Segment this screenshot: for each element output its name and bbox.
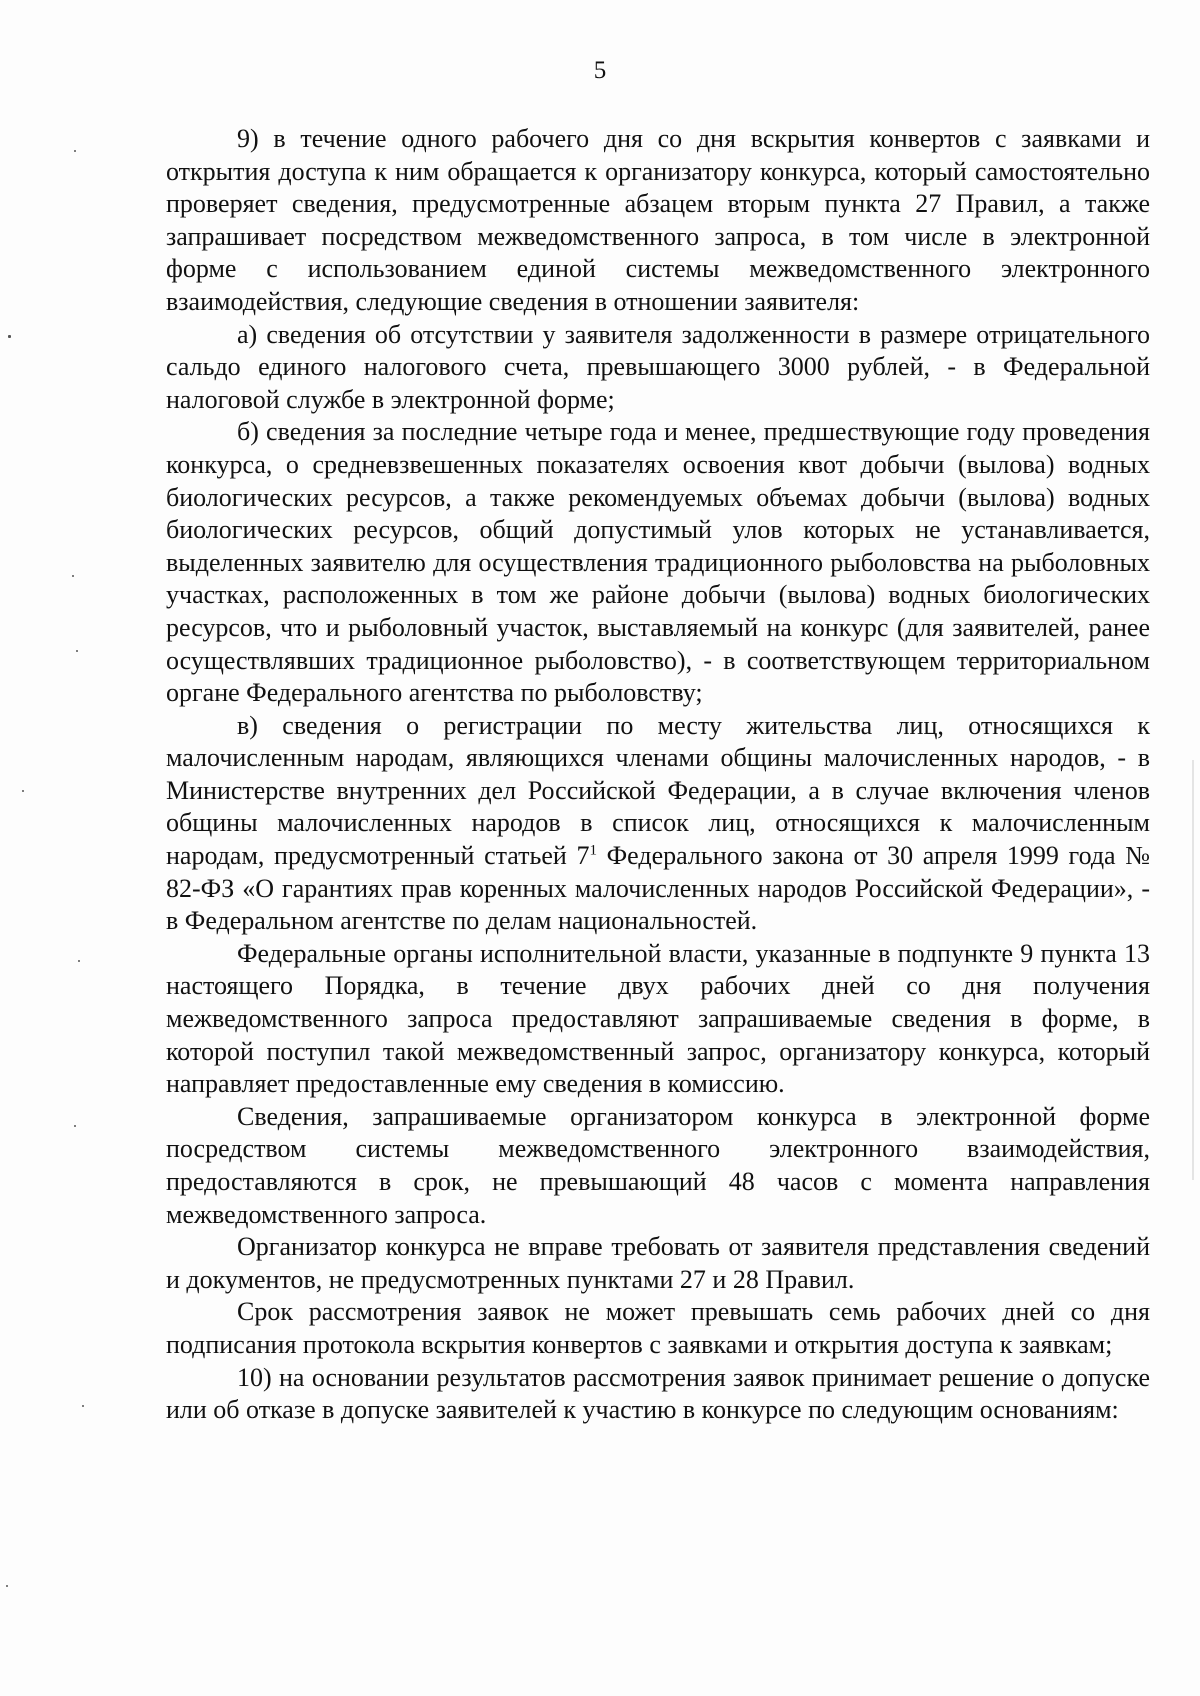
paragraph-subitem-v-text: в) сведения о регистрации по месту жительства лиц, относящихся к малочисленным народам, являющихся членами общины малочисленных народов, - в Министерстве внутренних дел Российской Федерации, а в случае включения членов общины малочисленных народов в список лиц, относящихся к малочисленным народам, предусмотренный статьей 7 [166,710,1150,871]
paragraph-item-10: 10) на основании результатов рассмотрения заявок принимает решение о допуске или об отказе в допуске заявителей к участию в конкурсе по следующим основаниям: [166,1362,1150,1425]
paragraph-electronic-requests: Сведения, запрашиваемые организатором конкурса в электронной форме посредством системы межведомственного электронного взаимодействия, предоставляются в срок, не превышающий 48 часов с момента направления межведомственного запроса. [166,1101,1150,1229]
scan-mark [74,1125,76,1127]
paragraph-subitem-v [166,710,1150,938]
scan-mark [78,960,80,962]
scan-edge-shadow [1192,760,1194,1180]
scan-mark [8,335,11,338]
article-superscript: 1 [589,842,597,859]
paragraph-federal-bodies: Федеральные органы исполнительной власти, указанные в подпункте 9 пункта 13 настоящего Порядка, в течение двух рабочих дней со дня получения межведомственного запроса предоставляют запрашиваемые сведения в форме, в которой поступил такой межведомственный запрос, организатору конкурса, который направляет предоставленные ему сведения в комиссию. [166,938,1150,1099]
scan-mark [82,1405,84,1407]
paragraph-organizer-limits: Организатор конкурса не вправе требовать от заявителя представления сведений и документов, не предусмотренных пунктами 27 и 28 Правил. [166,1232,1150,1294]
scan-mark [22,790,24,792]
page-number: 5 [593,57,607,84]
paragraph-subitem-b: б) сведения за последние четыре года и менее, предшествующие году проведения конкурса, о средневзвешенных показателях освоения квот добычи (вылова) водных биологических ресурсов, а также рекомендуемых объемах добычи (вылова) водных биологических ресурсов, общий допустимый улов которых не устанавливается, выделенных заявителю для осуществления традиционного рыболовства на рыболовных участках, расположенных в том же районе добычи (вылова) водных биологических ресурсов, что и рыболовный участок, выставляемый на конкурс (для заявителей, ранее осуществлявших традиционное рыболовство), - в соответствующем территориальном органе Федерального агентства по рыболовству; [166,417,1150,708]
paragraph-subitem-a: а) сведения об отсутствии у заявителя задолженности в размере отрицательного сальдо единого налогового счета, превышающего 3000 рублей, - в Федеральной налоговой службе в электронной форме; [166,319,1150,414]
paragraph-subitem-v-continuation: Федерального закона от 30 апреля 1999 года № 82-ФЗ «О гарантиях прав коренных малочисленных народов Российской Федерации», - в Федеральном агентстве по делам национальностей. [166,841,1151,936]
scan-mark [72,575,74,577]
scan-mark [76,650,78,652]
scan-mark [74,150,76,152]
paragraph-review-deadline: Срок рассмотрения заявок не может превышать семь рабочих дней со дня подписания протокола вскрытия конвертов с заявками и открытия доступа к заявкам; [166,1297,1150,1359]
document-body [166,123,1150,1427]
scan-mark [6,1585,8,1587]
paragraph-item-9: 9) в течение одного рабочего дня со дня вскрытия конвертов с заявками и открытия доступа к ним обращается к организатору конкурса, который самостоятельно проверяет сведения, предусмотренные абзацем вторым пункта 27 Правил, а также запрашивает посредством межведомственного запроса, в том числе в электронной форме с использованием единой системы межведомственного электронного взаимодействия, следующие сведения в отношении заявителя: [166,124,1150,316]
